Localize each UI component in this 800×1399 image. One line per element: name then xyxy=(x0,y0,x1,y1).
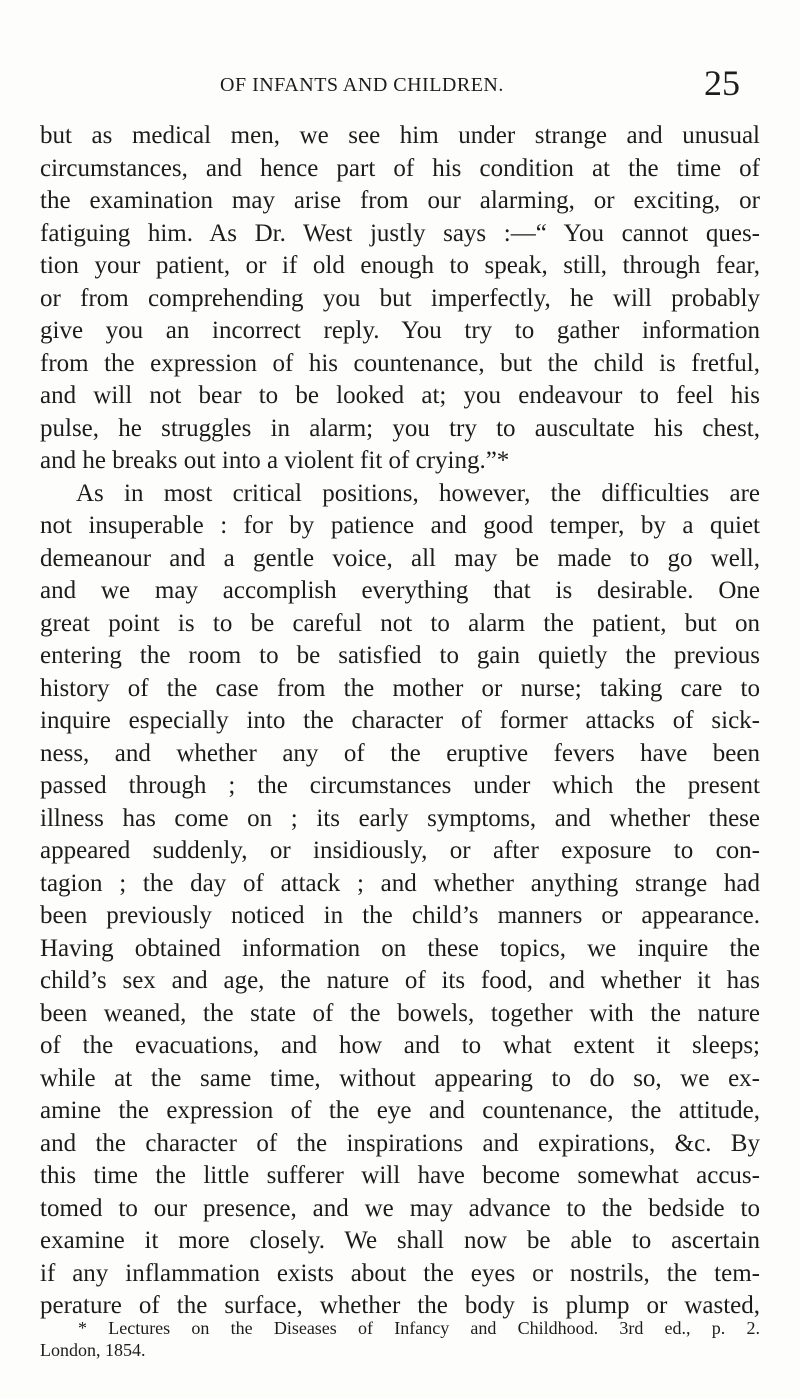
page-number: 25 xyxy=(704,63,740,103)
text-line: been weaned, the state of the bowels, together with the nature xyxy=(40,999,760,1027)
text-line: tomed to our presence, and we may advance to the bedside to xyxy=(40,1194,760,1222)
text-line: if any inflammation exists about the eyes or nostrils, the tem- xyxy=(40,1259,760,1287)
text-line: tagion ; the day of attack ; and whether anything strange had xyxy=(40,869,760,897)
text-line: Having obtained information on these topics, we inquire the xyxy=(40,934,760,962)
text-line: this time the little sufferer will have become somewhat accus- xyxy=(40,1162,760,1189)
text-line: or from comprehending you but imperfectly, he will probably xyxy=(40,284,760,312)
text-line: not insuperable : for by patience and good temper, by a quiet xyxy=(40,512,760,539)
text-line: circumstances, and hence part of his condition at the time of xyxy=(40,154,760,182)
text-line: history of the case from the mother or nurse; taking care to xyxy=(40,674,760,702)
text-line: fatiguing him. As Dr. West justly says :—“ You cannot ques- xyxy=(40,219,760,247)
text-line: child’s sex and age, the nature of its food, and whether it has xyxy=(40,967,760,994)
text-line: give you an incorrect reply. You try to gather information xyxy=(40,317,760,344)
text-line: the examination may arise from our alarming, or exciting, or xyxy=(40,187,760,214)
running-title: OF INFANTS AND CHILDREN. xyxy=(220,74,504,96)
text-line: of the evacuations, and how and to what extent it sleeps; xyxy=(40,1032,760,1059)
text-line: appeared suddenly, or insidiously, or after exposure to con- xyxy=(40,837,760,864)
text-line: As in most critical positions, however, the difficulties are xyxy=(76,479,760,507)
text-line: from the expression of his countenance, but the child is fretful, xyxy=(40,349,760,377)
text-line: ness, and whether any of the eruptive fevers have been xyxy=(40,739,760,767)
text-line: demeanour and a gentle voice, all may be made to go well, xyxy=(40,544,760,572)
text-line: and we may accomplish everything that is desirable. One xyxy=(40,577,760,604)
text-line: and he breaks out into a violent fit of crying.”* xyxy=(40,447,510,474)
text-line: tion your patient, or if old enough to speak, still, through fear, xyxy=(40,252,760,279)
text-line: great point is to be careful not to alarm the patient, but on xyxy=(40,609,760,637)
footnote xyxy=(40,1317,760,1361)
text-line: while at the same time, without appearing to do so, we ex- xyxy=(40,1064,760,1092)
body-text xyxy=(40,120,760,1323)
text-line: but as medical men, we see him under strange and unusual xyxy=(40,122,760,149)
running-head xyxy=(40,62,740,103)
footnote-place: London, 1854. xyxy=(40,1340,146,1360)
footnote-citation: * Lectures on the Diseases of Infancy and Childhood. 3rd ed., p. 2. xyxy=(78,1318,760,1338)
text-line: entering the room to be satisfied to gain quietly the previous xyxy=(40,642,760,669)
text-line: passed through ; the circumstances under which the present xyxy=(40,772,760,799)
text-line: perature of the surface, whether the body is plump or wasted, xyxy=(40,1292,760,1319)
text-line: pulse, he struggles in alarm; you try to auscultate his chest, xyxy=(40,414,760,442)
text-line: and the character of the inspirations and expirations, &c. By xyxy=(40,1129,760,1157)
text-line: and will not bear to be looked at; you endeavour to feel his xyxy=(40,382,760,409)
text-line: examine it more closely. We shall now be able to ascertain xyxy=(40,1227,760,1254)
text-line: amine the expression of the eye and countenance, the attitude, xyxy=(40,1097,760,1124)
text-line: illness has come on ; its early symptoms, and whether these xyxy=(40,804,760,832)
text-line: inquire especially into the character of former attacks of sick- xyxy=(40,707,760,734)
text-line: been previously noticed in the child’s manners or appearance. xyxy=(40,902,760,929)
